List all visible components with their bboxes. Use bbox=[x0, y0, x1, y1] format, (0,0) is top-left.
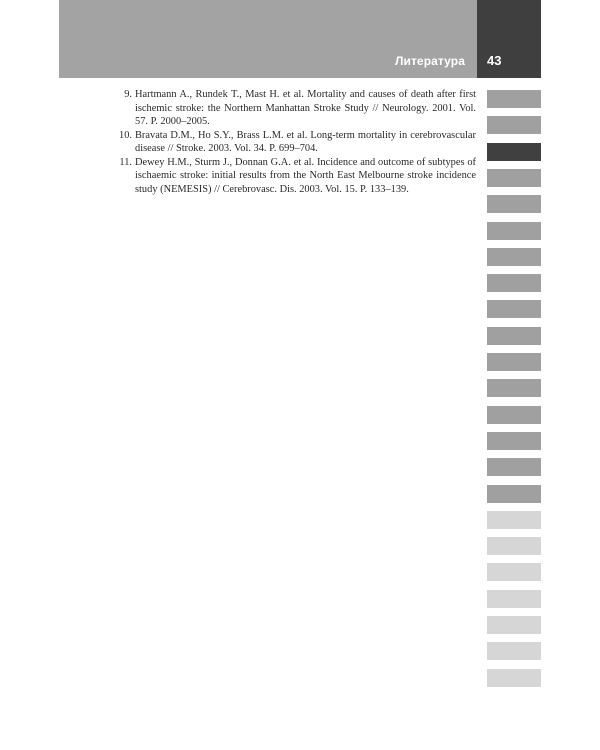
reference-text: Dewey H.M., Sturm J., Donnan G.A. et al. Incidence and outcome of subtypes of ischaemic stroke: initial results from the North East Melbourne stroke incidence study (NEMESIS) // Cerebrovasc. Dis. 2003. Vol. 15. P. 133–139. bbox=[135, 156, 476, 195]
chapter-tab bbox=[487, 195, 541, 213]
chapter-tab bbox=[487, 274, 541, 292]
chapter-tab bbox=[487, 353, 541, 371]
chapter-tab bbox=[487, 90, 541, 108]
reference-item bbox=[118, 129, 476, 156]
chapter-tab bbox=[487, 590, 541, 608]
page-number-box bbox=[477, 0, 541, 78]
chapter-tab bbox=[487, 563, 541, 581]
chapter-tab bbox=[487, 116, 541, 134]
chapter-tab bbox=[487, 485, 541, 503]
reference-item bbox=[118, 88, 476, 129]
reference-number: 10. bbox=[119, 129, 132, 141]
chapter-tab bbox=[487, 458, 541, 476]
chapter-tab-active bbox=[487, 143, 541, 161]
chapter-tab bbox=[487, 432, 541, 450]
reference-number: 9. bbox=[124, 89, 132, 100]
chapter-tab bbox=[487, 379, 541, 397]
reference-number: 11. bbox=[119, 156, 132, 168]
chapter-tab bbox=[487, 300, 541, 318]
chapter-tab bbox=[487, 669, 541, 687]
chapter-tab bbox=[487, 537, 541, 555]
reference-item bbox=[118, 156, 476, 197]
reference-list bbox=[118, 88, 476, 196]
page-number: 43 bbox=[487, 53, 502, 68]
reference-text: Hartmann A., Rundek T., Mast H. et al. Mortality and causes of death after first ischemic stroke: the Northern Manhattan Stroke Study // Neurology. 2001. Vol. 57. P. 2000–2005. bbox=[135, 89, 476, 127]
chapter-tab bbox=[487, 642, 541, 660]
chapter-tab bbox=[487, 511, 541, 529]
chapter-tab bbox=[487, 222, 541, 240]
chapter-tab bbox=[487, 616, 541, 634]
chapter-header-band bbox=[59, 0, 477, 78]
reference-text: Bravata D.M., Ho S.Y., Brass L.M. et al. Long-term mortality in cerebrovascular disease // Stroke. 2003. Vol. 34. P. 699–704. bbox=[135, 129, 476, 154]
section-title: Литература bbox=[394, 54, 465, 68]
chapter-tab bbox=[487, 248, 541, 266]
chapter-tab bbox=[487, 327, 541, 345]
chapter-tab bbox=[487, 169, 541, 187]
chapter-tab bbox=[487, 406, 541, 424]
